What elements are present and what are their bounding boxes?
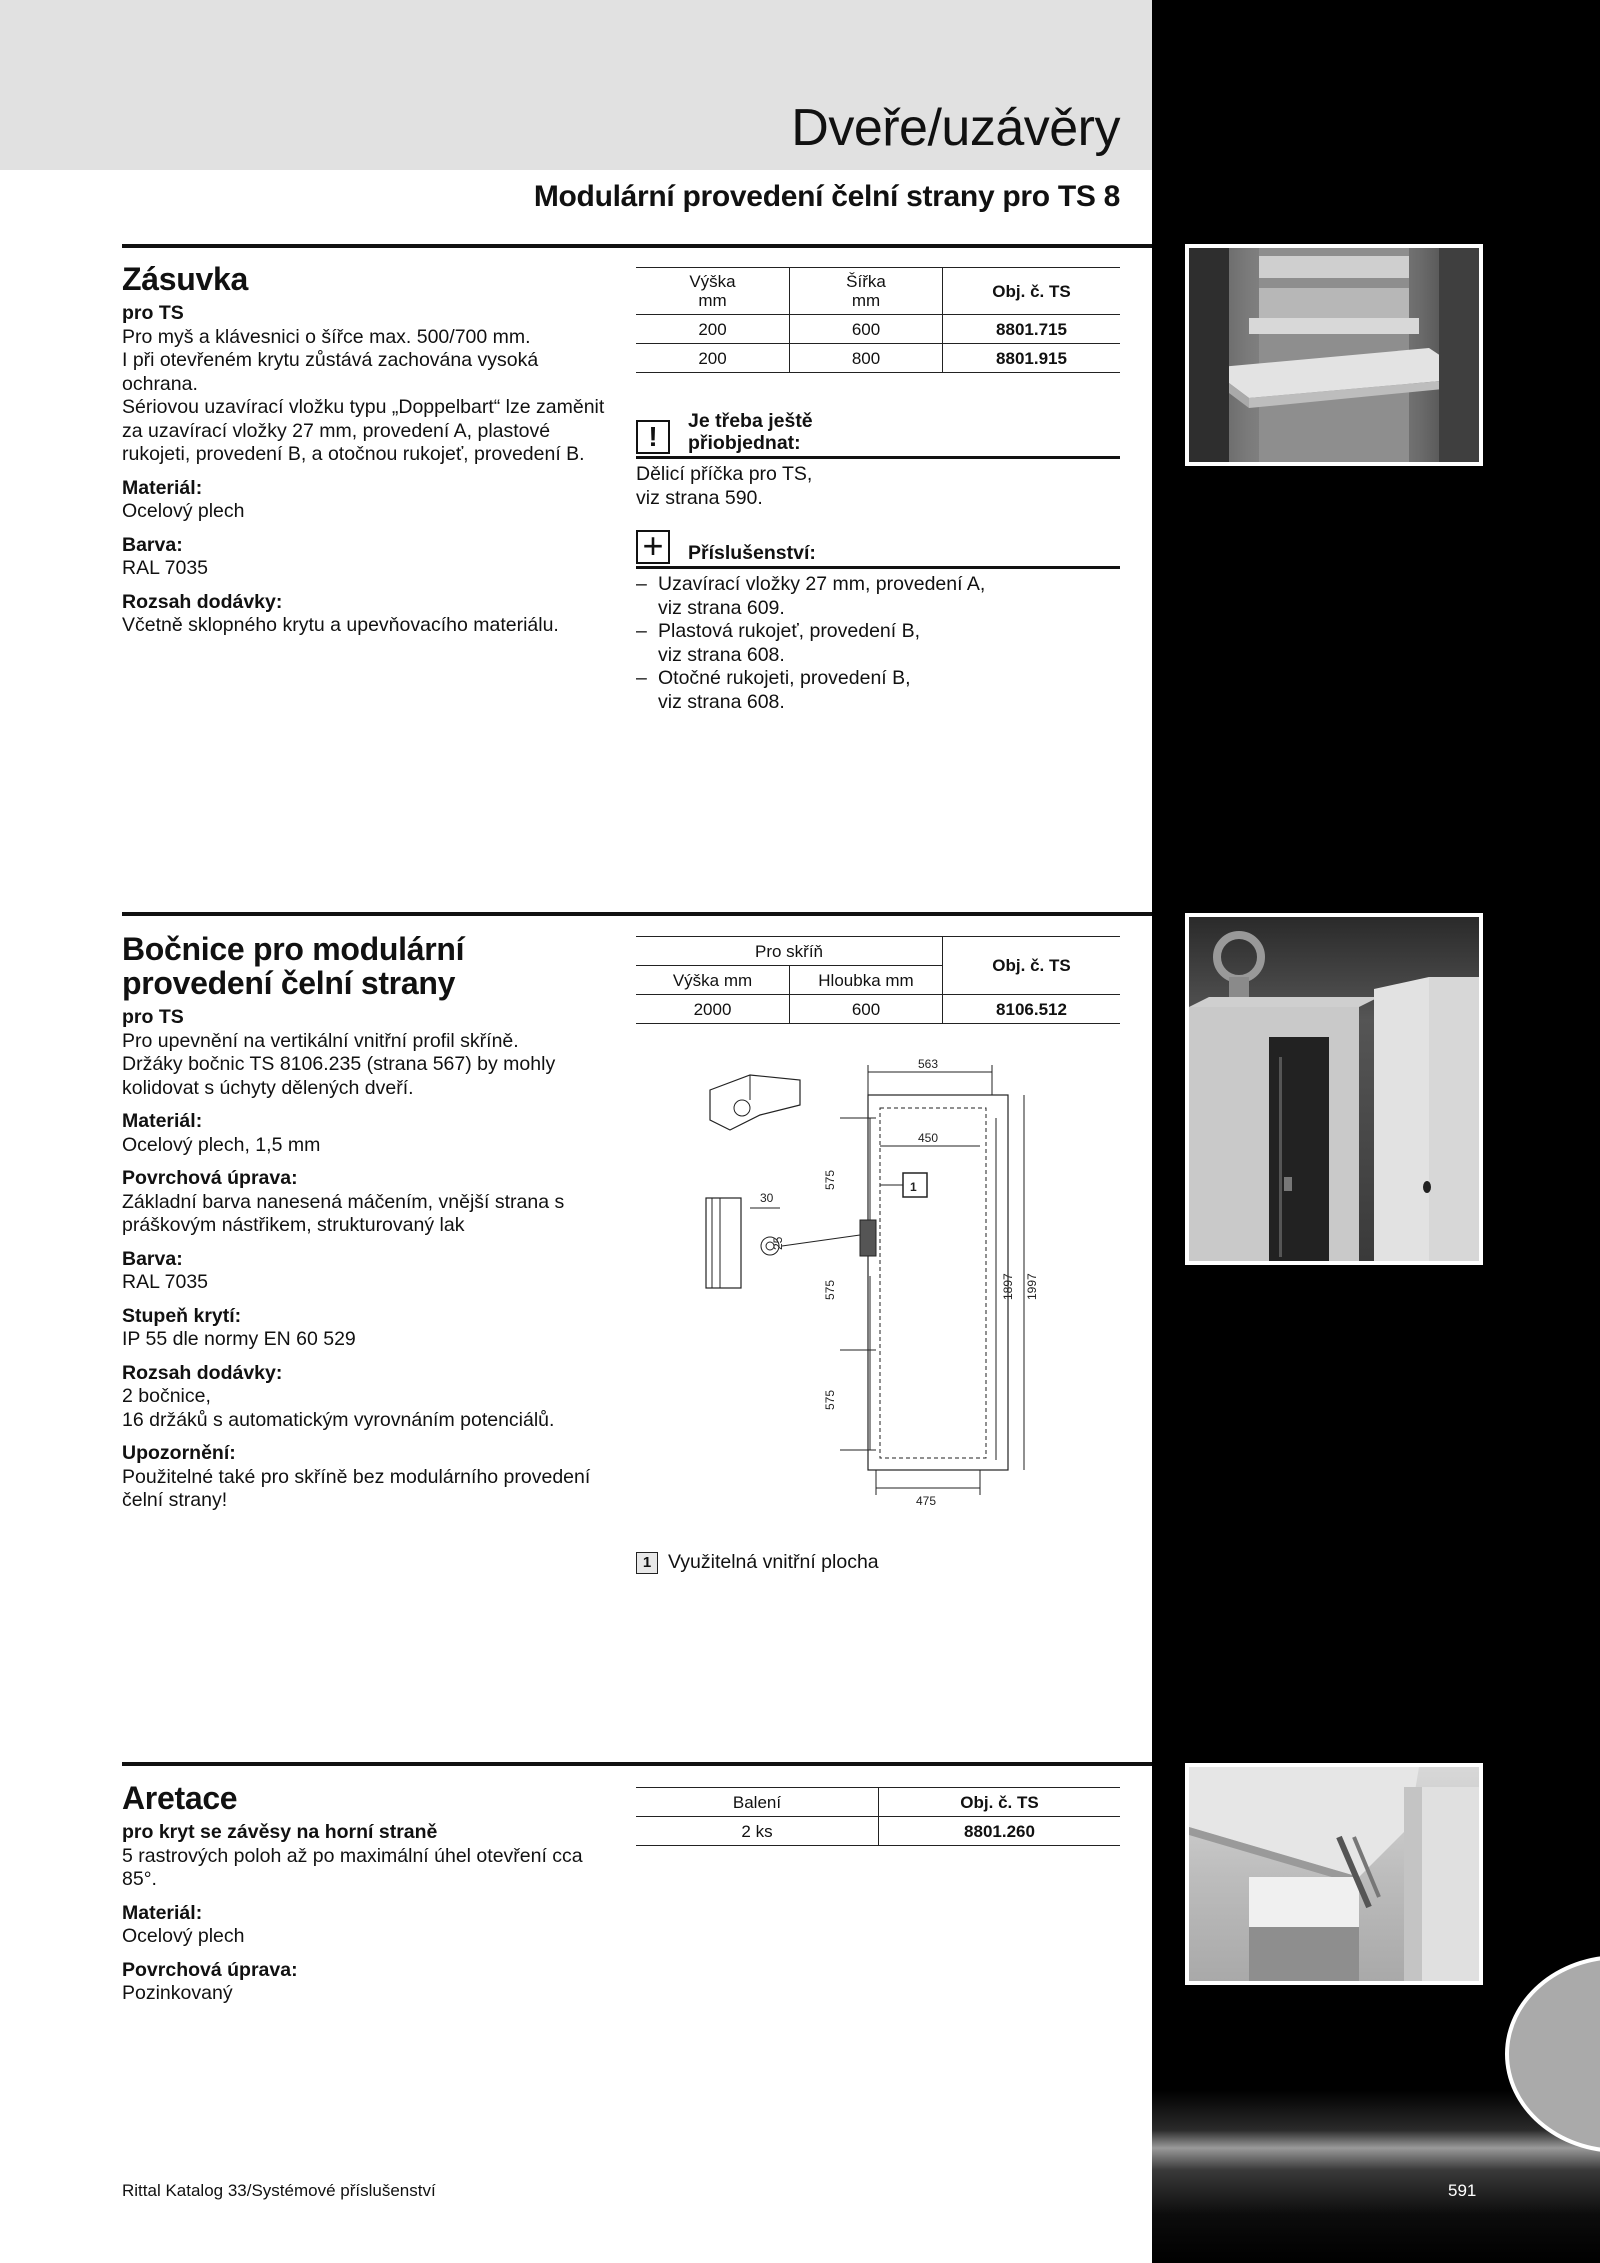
order-note-title: Je třeba ještě přiobjednat: (688, 410, 813, 454)
description-line: 5 rastrových poloh až po maximální úhel otevření cca 85°. (122, 1844, 583, 1890)
description-line: Sériovou uzavírací vložku typu „Doppelbart“ lze zaměnit za uzavírací vložky 27 mm, provedení A, plastové rukojeti, provedení B, a otočnou rukojeť, provedení B. (122, 396, 605, 465)
spec-label: Povrchová úprava: (122, 1958, 298, 1981)
spec-value: Pozinkovaný (122, 1982, 233, 2004)
description-line: I při otevřeném krytu zůstává zachována vysoká ochrana. (122, 349, 539, 395)
order-table (636, 267, 1120, 373)
accessory-item: – Otočné rukojeti, provedení B, viz strana 608. (636, 667, 911, 713)
footer-catalog: Rittal Katalog 33/Systémové příslušenství (122, 2181, 436, 2200)
plus-icon: + (636, 530, 670, 564)
spec-label: Materiál: (122, 1110, 203, 1132)
dim-label: 563 (918, 1057, 939, 1071)
spec-value: 16 držáků s automatickým vyrovnáním potenciálů. (122, 1408, 555, 1431)
holder-clip (860, 1220, 876, 1256)
accessory-item: – Uzavírací vložky 27 mm, provedení A, viz strana 609. (636, 573, 986, 619)
order-note-line: Dělicí příčka pro TS, (636, 463, 813, 485)
accessories-title: Příslušenství: (688, 542, 816, 564)
spec-label: Upozornění: (122, 1442, 236, 1464)
technical-drawing (690, 1050, 1090, 1520)
table-row: 200 600 8801.715 (636, 315, 1120, 344)
exclamation-icon: ! (636, 420, 670, 454)
spec-label: Materiál: (122, 1901, 203, 1924)
table-row: 2 ks 8801.260 (636, 1817, 1120, 1846)
section-title: Aretace (122, 1780, 238, 1816)
spec-value: IP 55 dle normy EN 60 529 (122, 1328, 356, 1350)
profile-detail (710, 1075, 800, 1130)
panel-outline (868, 1095, 1008, 1470)
dim-label: 1997 (1025, 1273, 1039, 1300)
callout-number: 1 (910, 1180, 917, 1194)
dim-label: 25 (771, 1236, 785, 1250)
legend-text: Využitelná vnitřní plocha (668, 1551, 879, 1573)
spec-value: 2 bočnice, (122, 1385, 211, 1407)
dim-label: 1897 (1001, 1273, 1015, 1300)
bracket-detail (706, 1198, 741, 1288)
order-table (636, 936, 1120, 1024)
table-header: Obj. č. TS (879, 1788, 1121, 1817)
table-row: 200 800 8801.915 (636, 344, 1120, 373)
order-note-line: viz strana 590. (636, 486, 763, 509)
section-rule (122, 244, 1152, 248)
spec-value: Včetně sklopného krytu a upevňovacího materiálu. (122, 614, 559, 636)
page-number: 591 (1448, 2181, 1477, 2200)
section-bocnice-text (122, 932, 612, 1513)
section-rule (122, 912, 1152, 916)
table-header: Balení (636, 1788, 879, 1817)
dim-label: 575 (823, 1389, 837, 1410)
spec-value: Základní barva nanesená máčením, vnější strana s práškovým nástřikem, strukturovaný lak (122, 1190, 565, 1236)
product-photo-side-panel (1185, 913, 1483, 1265)
section-lead: pro TS (122, 1006, 184, 1028)
legend-number: 1 (636, 1552, 658, 1574)
section-aretace-text (122, 1781, 612, 2006)
spec-label: Rozsah dodávky: (122, 590, 283, 613)
spec-value: RAL 7035 (122, 557, 209, 579)
section-rule (122, 1762, 1152, 1766)
spec-value: Ocelový plech (122, 1925, 245, 1947)
section-title: Zásuvka (122, 261, 248, 297)
spec-label: Barva: (122, 1247, 183, 1270)
table-header: Šířka mm (790, 268, 943, 315)
table-row: 2000 600 8106.512 (636, 995, 1120, 1024)
spec-label: Povrchová úprava: (122, 1167, 298, 1189)
spec-label: Stupeň krytí: (122, 1304, 242, 1327)
spec-value: Použitelné také pro skříně bez modulárního provedení čelní strany! (122, 1465, 591, 1511)
table-header: Obj. č. TS (943, 937, 1121, 995)
usable-area (880, 1108, 986, 1458)
section-lead: pro TS (122, 302, 184, 324)
section-title: Bočnice pro modulární provedení čelní strany (122, 931, 465, 1001)
table-header: Obj. č. TS (943, 268, 1121, 315)
order-note (636, 410, 1120, 510)
spec-label: Barva: (122, 533, 183, 556)
spec-label: Rozsah dodávky: (122, 1361, 283, 1384)
dim-label: 450 (918, 1131, 939, 1145)
accessories (636, 525, 1120, 714)
description-line: Pro myš a klávesnici o šířce max. 500/700 mm. (122, 325, 531, 348)
page-title: Dveře/uzávěry (791, 99, 1120, 157)
accessory-item: – Plastová rukojeť, provedení B, viz strana 608. (636, 620, 921, 666)
table-header: Výška mm (636, 268, 790, 315)
spec-value: RAL 7035 (122, 1271, 209, 1293)
dim-label: 575 (823, 1279, 837, 1300)
table-header: Hloubka mm (790, 966, 943, 995)
dim-label: 30 (760, 1191, 774, 1205)
page-subtitle: Modulární provedení čelní strany pro TS 8 (533, 180, 1120, 213)
description-line: Držáky bočnic TS 8106.235 (strana 567) by mohly kolidovat s úchyty dělených dveří. (122, 1053, 556, 1099)
dim-label: 575 (823, 1169, 837, 1190)
section-lead: pro kryt se závěsy na horní straně (122, 1821, 438, 1843)
section-zasuvka-text (122, 262, 612, 638)
product-photo-drawer (1185, 244, 1483, 466)
spec-label: Materiál: (122, 476, 203, 499)
spec-value: Ocelový plech, 1,5 mm (122, 1133, 321, 1156)
table-group-header: Pro skříň (636, 937, 943, 966)
description-line: Pro upevnění na vertikální vnitřní profil skříně. (122, 1029, 519, 1052)
dim-label: 475 (916, 1494, 937, 1508)
drawing-legend (636, 1551, 879, 1574)
order-table (636, 1787, 1120, 1846)
spec-value: Ocelový plech (122, 500, 245, 522)
product-photo-hinge-stay (1185, 1763, 1483, 1985)
table-header: Výška mm (636, 966, 790, 995)
